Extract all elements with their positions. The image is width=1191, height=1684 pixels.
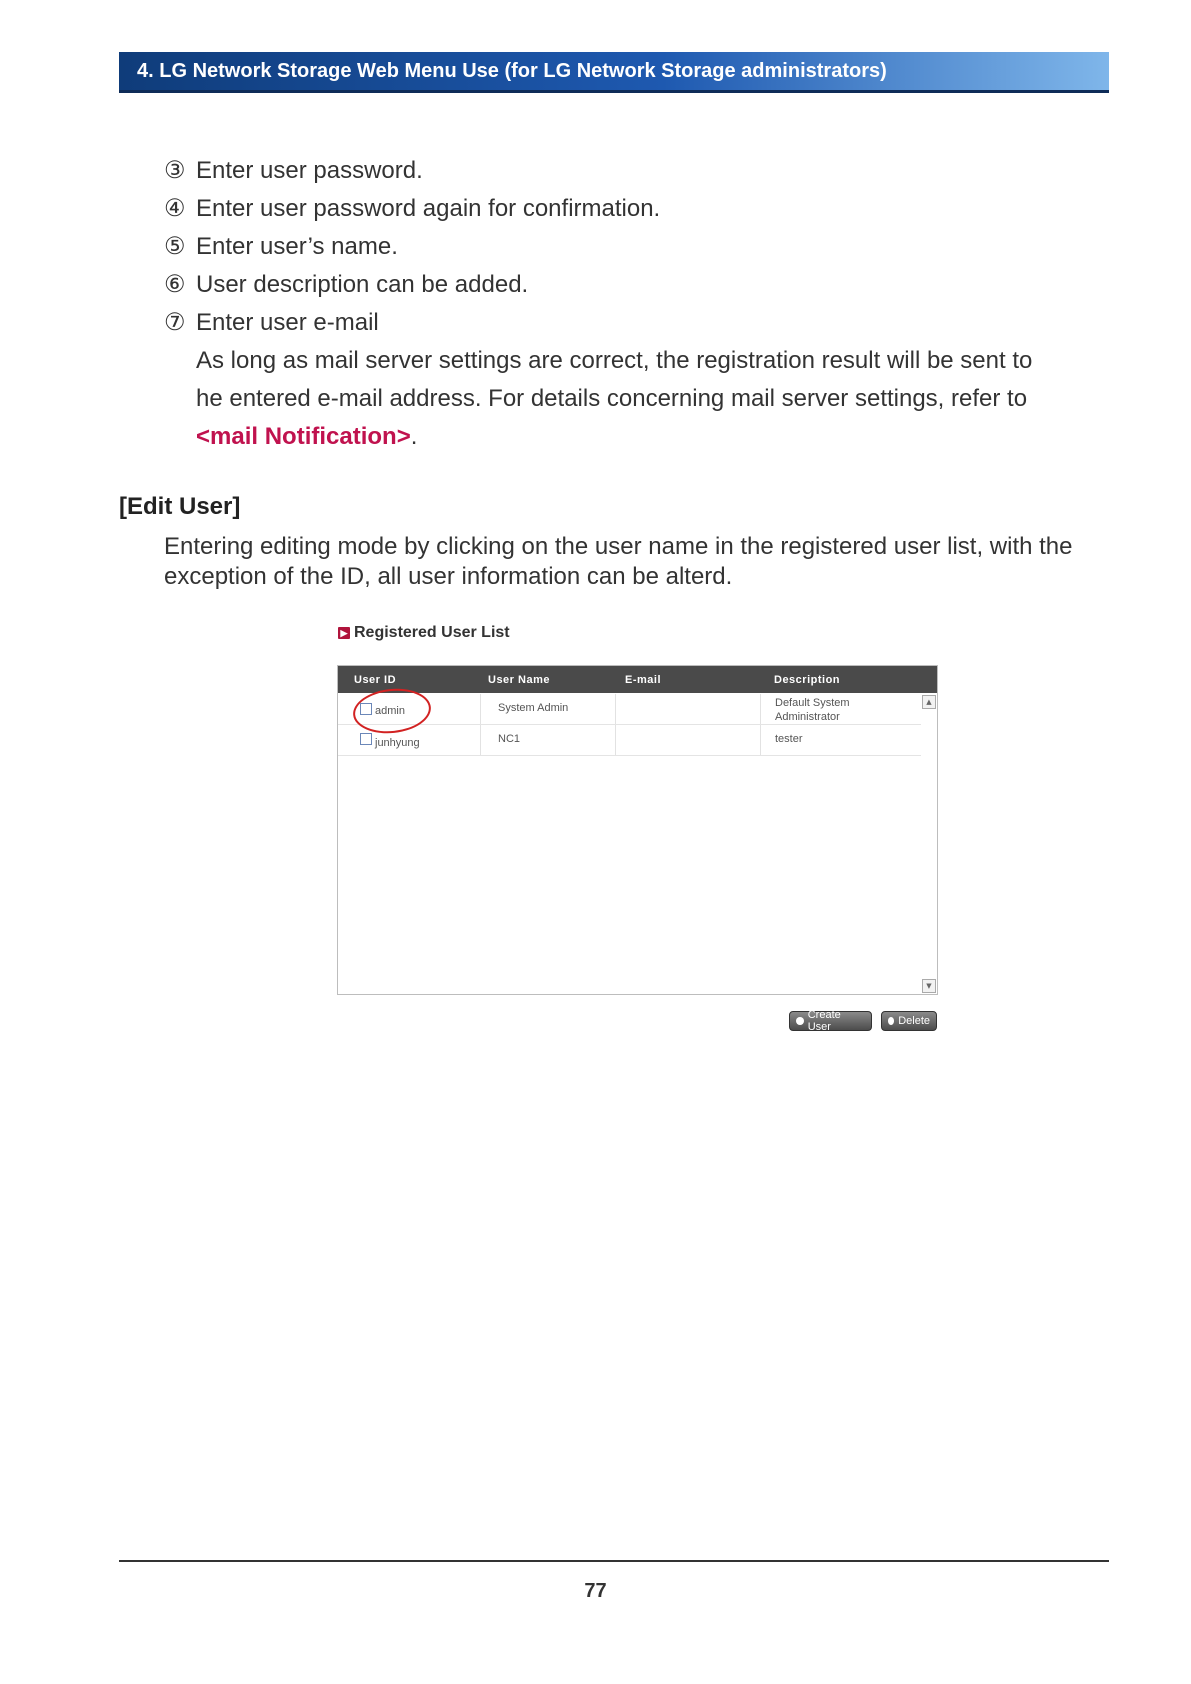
step-7-detail-line2: he entered e-mail address. For details concerning mail server settings, refer to (196, 385, 1028, 412)
column-email[interactable]: E-mail (625, 674, 662, 686)
create-user-button[interactable]: Create User (789, 1011, 872, 1031)
row-checkbox[interactable] (360, 733, 372, 745)
column-user-id[interactable]: User ID (354, 674, 397, 686)
plus-icon (796, 1017, 804, 1025)
page-number: 77 (584, 1580, 607, 1602)
step-list (164, 152, 1104, 456)
step-7: ⑦ Enter user e-mail (164, 309, 379, 336)
step-7-detail-line1: As long as mail server settings are correct, the registration result will be sent to (196, 347, 1033, 374)
user-name[interactable]: NC1 (498, 733, 521, 745)
step-3: ③ Enter user password. (164, 157, 423, 184)
scroll-up-icon[interactable]: ▲ (922, 695, 936, 709)
table-row[interactable] (338, 725, 921, 756)
user-name[interactable]: System Admin (498, 702, 569, 714)
footer-divider (119, 1560, 1109, 1562)
arrow-right-icon: ▶ (338, 627, 350, 639)
user-description: Default System Administrator (775, 697, 850, 723)
step-7-detail-line3: <mail Notification>. (196, 423, 418, 450)
user-id[interactable]: junhyung (375, 737, 420, 749)
user-description: tester (775, 733, 803, 745)
column-user-name[interactable]: User Name (488, 674, 550, 686)
scroll-down-icon[interactable]: ▼ (922, 979, 936, 993)
user-list-title: ▶ Registered User List (338, 624, 510, 642)
step-4: ④ Enter user password again for confirmation. (164, 195, 661, 222)
delete-button[interactable]: Delete (881, 1011, 937, 1031)
step-5: ⑤ Enter user’s name. (164, 233, 398, 260)
section-body: Entering editing mode by clicking on the user name in the registered user list, with the exception of the ID, all user information can be alterd. (164, 533, 1073, 590)
section-title: [Edit User] (119, 493, 241, 520)
mail-notification-link[interactable]: <mail Notification> (196, 423, 411, 450)
table-header (338, 666, 937, 693)
column-description[interactable]: Description (774, 674, 841, 686)
chapter-header (119, 52, 1109, 93)
minus-icon (888, 1017, 894, 1025)
step-6: ⑥ User description can be added. (164, 271, 529, 298)
chapter-title: 4. LG Network Storage Web Menu Use (for LG Network Storage administrators) (137, 60, 887, 82)
user-id[interactable]: admin (375, 705, 405, 717)
